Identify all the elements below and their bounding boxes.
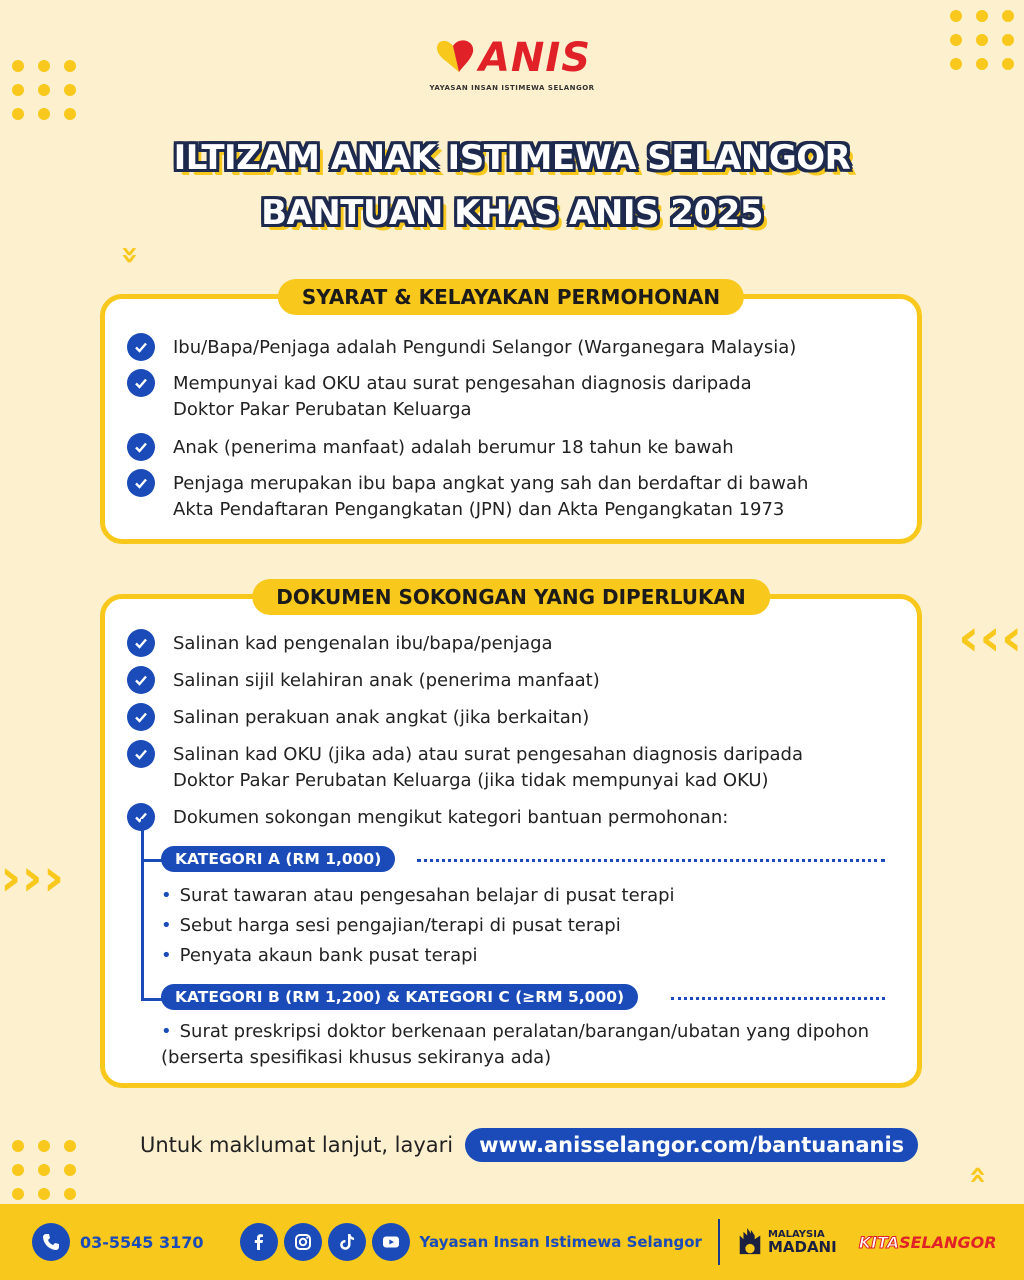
list-item: Dokumen sokongan mengikut kategori bantuan permohonan:	[127, 805, 873, 831]
check-icon	[127, 369, 155, 397]
youtube-icon[interactable]	[372, 1223, 410, 1261]
eligibility-card	[100, 285, 922, 544]
more-info	[140, 1128, 918, 1162]
check-icon	[127, 469, 155, 497]
madani-emblem-icon	[736, 1226, 764, 1258]
chevron-right-icon: ›››	[0, 848, 65, 908]
category-bc-badge: KATEGORI B (RM 1,200) & KATEGORI C (≥RM 5,000)	[161, 984, 638, 1010]
footer-bar	[0, 1204, 1024, 1280]
documents-card	[100, 585, 922, 1088]
kita-selangor-logo: KITASELANGOR	[858, 1232, 997, 1252]
page-title-line1: ILTIZAM ANAK ISTIMEWA SELANGOR	[173, 138, 851, 178]
category-a-bullet: • Penyata akaun bank pusat terapi	[161, 943, 478, 969]
logo-subtitle: YAYASAN INSAN ISTIMEWA SELANGOR	[429, 84, 595, 92]
dotted-divider	[671, 997, 885, 1000]
list-item: Anak (penerima manfaat) adalah berumur 18 tahun ke bawah	[127, 435, 873, 461]
list-item: Salinan perakuan anak angkat (jika berkaitan)	[127, 705, 873, 731]
list-item: Salinan sijil kelahiran anak (penerima manfaat)	[127, 668, 873, 694]
facebook-icon[interactable]	[240, 1223, 278, 1261]
tiktok-icon[interactable]	[328, 1223, 366, 1261]
check-icon	[127, 703, 155, 731]
documents-heading: DOKUMEN SOKONGAN YANG DIPERLUKAN	[252, 579, 770, 615]
heart-icon	[433, 38, 479, 78]
chevron-left-icon: ‹‹‹	[958, 608, 1023, 668]
category-a-badge: KATEGORI A (RM 1,000)	[161, 846, 395, 872]
chevron-down-icon: »	[112, 245, 148, 265]
list-item: Penjaga merupakan ibu bapa angkat yang sah dan berdaftar di bawah Akta Pendaftaran Pengangkatan (JPN) dan Akta Pengangkatan 1973	[127, 471, 843, 523]
category-a-bullet: • Surat tawaran atau pengesahan belajar di pusat terapi	[161, 883, 675, 909]
malaysia-madani-logo: MALAYSIA MADANI	[736, 1226, 837, 1258]
footer-divider	[718, 1219, 720, 1265]
decor-dots-bottom-left	[12, 1140, 78, 1200]
list-item: Salinan kad OKU (jika ada) atau surat pengesahan diagnosis daripada Doktor Pakar Perubatan Keluarga (jika tidak mempunyai kad OKU)	[127, 742, 853, 794]
page-title-line2: BANTUAN KHAS ANIS 2025	[261, 193, 763, 233]
logo-wordmark: ANIS	[478, 35, 592, 81]
phone-icon	[32, 1223, 70, 1261]
category-a-bullet: • Sebut harga sesi pengajian/terapi di pusat terapi	[161, 913, 621, 939]
list-item: Ibu/Bapa/Penjaga adalah Pengundi Selangor (Warganegara Malaysia)	[127, 335, 873, 361]
check-icon	[127, 629, 155, 657]
tree-connector	[141, 819, 144, 1001]
dotted-divider	[417, 859, 885, 862]
website-link[interactable]: www.anisselangor.com/bantuananis	[465, 1128, 918, 1162]
org-name: Yayasan Insan Istimewa Selangor	[419, 1233, 702, 1251]
check-icon	[127, 433, 155, 461]
list-item: Salinan kad pengenalan ibu/bapa/penjaga	[127, 631, 873, 657]
phone-number[interactable]: 03-5545 3170	[80, 1232, 204, 1252]
instagram-icon[interactable]	[284, 1223, 322, 1261]
check-icon	[127, 740, 155, 768]
check-icon	[127, 333, 155, 361]
eligibility-heading: SYARAT & KELAYAKAN PERMOHONAN	[278, 279, 744, 315]
list-item: Mempunyai kad OKU atau surat pengesahan diagnosis daripada Doktor Pakar Perubatan Keluarga	[127, 371, 813, 423]
anis-logo	[0, 35, 1024, 92]
chevron-up-icon: »	[959, 1165, 995, 1185]
more-info-text: Untuk maklumat lanjut, layari	[140, 1133, 454, 1157]
category-bc-bullet: • Surat preskripsi doktor berkenaan peralatan/barangan/ubatan yang dipohon (berserta spesifikasi khusus sekiranya ada)	[161, 1019, 901, 1071]
check-icon	[127, 666, 155, 694]
